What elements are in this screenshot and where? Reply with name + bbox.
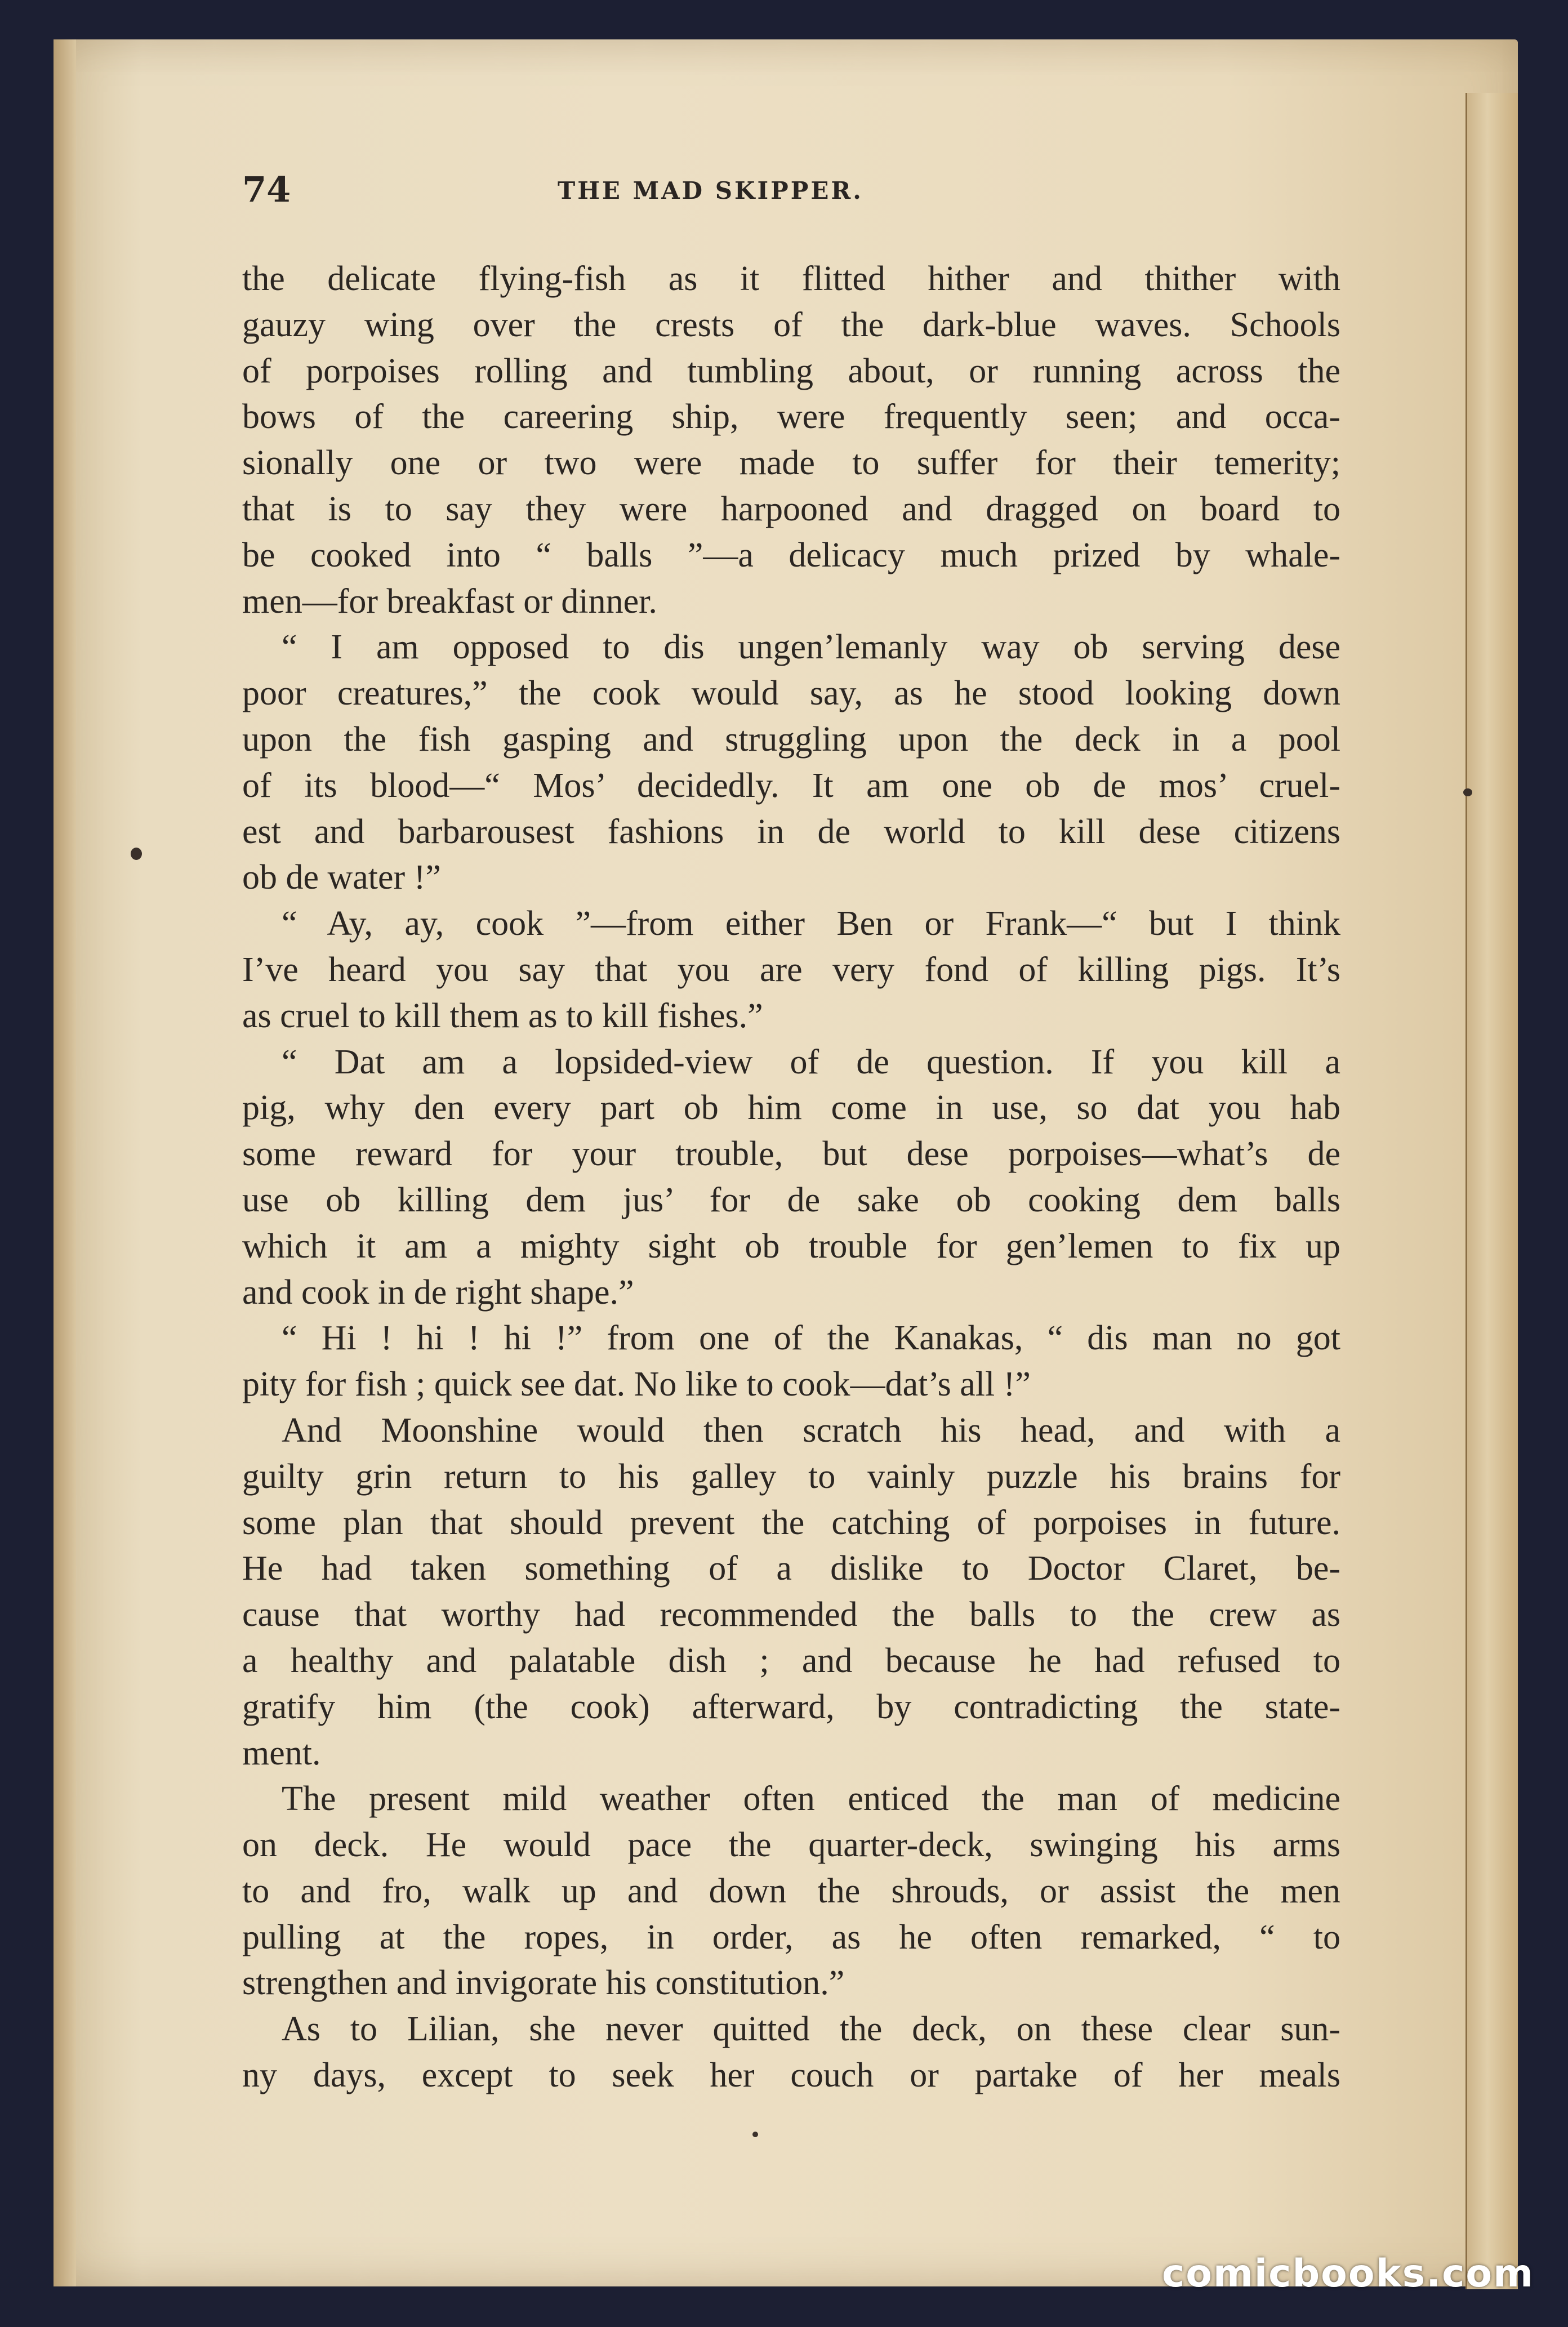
- text-line: “ Ay, ay, cook ”—from either Ben or Frank—“ but I think: [282, 904, 1340, 943]
- paragraph: [242, 2007, 1340, 2099]
- text-line: and cook in de right shape.”: [242, 1273, 634, 1312]
- text-line: some reward for your trouble, but dese porpoises—what’s de: [242, 1135, 1340, 1174]
- text-line: ob de water !”: [242, 858, 441, 897]
- text-line: As to Lilian, she never quitted the deck, on these clear sun-: [282, 2010, 1340, 2049]
- paragraph: [242, 1408, 1340, 1776]
- text-line: which it am a mighty sight ob trouble for gen’lemen to fix up: [242, 1227, 1340, 1265]
- ink-speck: [752, 2132, 758, 2137]
- text-line: be cooked into “ balls ”—a delicacy much prized by whale-: [242, 536, 1340, 574]
- text-line: pulling at the ropes, in order, as he often remarked, “ to: [242, 1918, 1340, 1956]
- text-line: of porpoises rolling and tumbling about, or running across the: [242, 351, 1340, 390]
- paragraph: [242, 1776, 1340, 2007]
- text-line: gratify him (the cook) afterward, by contradicting the state-: [242, 1687, 1340, 1726]
- text-line: I’ve heard you say that you are very fond of killing pigs. It’s: [242, 950, 1340, 989]
- watermark: comicbooks.com: [1161, 2252, 1534, 2296]
- text-line: use ob killing dem jus’ for de sake ob cooking dem balls: [242, 1180, 1340, 1219]
- paragraph: [242, 256, 1340, 625]
- text-line: some plan that should prevent the catching of porpoises in future.: [242, 1503, 1340, 1542]
- text-line: ment.: [242, 1733, 321, 1772]
- text-line: men—for breakfast or dinner.: [242, 582, 657, 621]
- paragraph: [242, 901, 1340, 1039]
- text-line: poor creatures,” the cook would say, as he stood looking down: [242, 674, 1340, 713]
- page-left-edge: [54, 39, 76, 2286]
- text-line: upon the fish gasping and struggling upon the deck in a pool: [242, 720, 1340, 759]
- text-line: of its blood—“ Mos’ decidedly. It am one ob de mos’ cruel-: [242, 766, 1340, 805]
- page-number: 74: [242, 169, 291, 210]
- body-text: [242, 256, 1340, 2099]
- text-line: “ Hi ! hi ! hi !” from one of the Kanakas, “ dis man no got: [282, 1319, 1340, 1358]
- text-line: bows of the careering ship, were frequently seen; and occa-: [242, 398, 1340, 436]
- running-title: THE MAD SKIPPER.: [558, 177, 863, 204]
- text-line: “ I am opposed to dis ungen’lemanly way ob serving dese: [282, 628, 1340, 667]
- text-line: the delicate flying-fish as it flitted hither and thither with: [242, 260, 1340, 298]
- text-line: ny days, except to seek her couch or partake of her meals: [242, 2056, 1340, 2095]
- text-line: guilty grin return to his galley to vainly puzzle his brains for: [242, 1457, 1340, 1496]
- running-head: [242, 169, 1346, 214]
- paragraph: [242, 1040, 1340, 1316]
- ink-speck: [131, 848, 142, 860]
- text-line: pity for fish ; quick see dat. No like to cook—dat’s all !”: [242, 1365, 1031, 1404]
- paragraph: [242, 1316, 1340, 1408]
- text-line: a healthy and palatable dish ; and because he had refused to: [242, 1641, 1340, 1680]
- text-line: gauzy wing over the crests of the dark-blue waves. Schools: [242, 305, 1340, 344]
- text-line: est and barbarousest fashions in de world to kill dese citizens: [242, 812, 1340, 851]
- text-line: strengthen and invigorate his constitution.”: [242, 1964, 845, 2003]
- text-line: pig, why den every part ob him come in use, so dat you hab: [242, 1089, 1340, 1127]
- page-right-edge: [1465, 93, 1518, 2289]
- text-line: “ Dat am a lopsided-view of de question. If you kill a: [282, 1042, 1340, 1081]
- text-line: as cruel to kill them as to kill fishes.”: [242, 996, 763, 1035]
- text-line: sionally one or two were made to suffer for their temerity;: [242, 444, 1340, 483]
- text-line: that is to say they were harpooned and dragged on board to: [242, 489, 1340, 528]
- text-line: He had taken something of a dislike to Doctor Claret, be-: [242, 1549, 1340, 1588]
- text-line: on deck. He would pace the quarter-deck, swinging his arms: [242, 1826, 1340, 1865]
- text-line: cause that worthy had recommended the balls to the crew as: [242, 1595, 1340, 1634]
- ink-speck: [1463, 788, 1472, 796]
- text-line: to and fro, walk up and down the shrouds, or assist the men: [242, 1871, 1340, 1910]
- text-line: The present mild weather often enticed the man of medicine: [282, 1780, 1340, 1818]
- text-line: And Moonshine would then scratch his head, and with a: [282, 1411, 1340, 1450]
- paragraph: [242, 625, 1340, 901]
